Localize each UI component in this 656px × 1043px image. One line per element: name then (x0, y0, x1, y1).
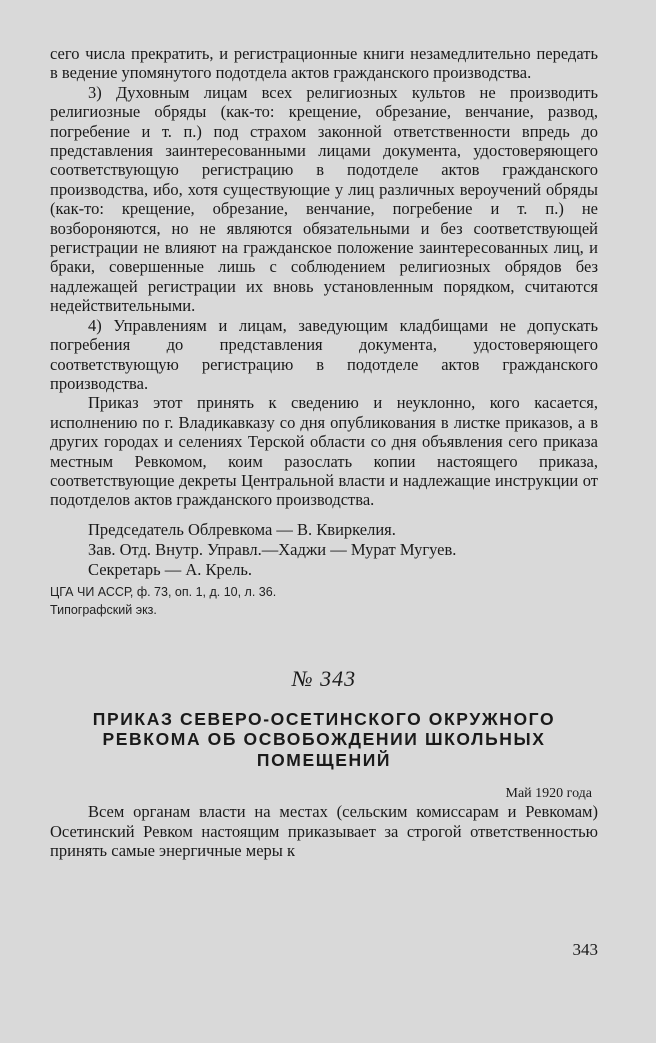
archive-reference-block (50, 583, 598, 620)
paragraph-clause-4: 4) Управлениям и лицам, заведующим кладбищами не допускать погребения до представления документа, удостоверяющего соответствующую регистрацию в подотделе актов гражданского производства. (50, 315, 598, 393)
paragraph-order-execution: Приказ этот принять к сведению и неуклонно, кого касается, исполнению по г. Владикавказу со дня опубликования в листке приказов, а в других городах и селениях Терской области со дня объявления сего приказа местным Ревкомом, коим разослать копии настоящего приказа, соответствующие декреты Центральной власти и надлежащие инструкции от подотделов актов гражданского производства. (50, 393, 598, 510)
page-number: 343 (572, 940, 598, 959)
archive-reference: ЦГА ЧИ АССР, ф. 73, оп. 1, д. 10, л. 36. (50, 584, 277, 599)
document-date: Май 1920 года (505, 786, 592, 802)
signature-chairman: Председатель Облревкома — В. Квиркелия. (88, 519, 396, 539)
document-number: № 343 (291, 665, 357, 691)
signature-secretary: Секретарь — А. Крель. (88, 559, 253, 579)
signature-block (50, 520, 598, 579)
paragraph-continuation: сего числа прекратить, и регистрационные книги незамедлительно передать в ведение упомянутого подотдела актов гражданского производства. (50, 44, 598, 83)
signature-head-department: Зав. Отд. Внутр. Управл.—Хаджи — Мурат Мугуев. (88, 540, 457, 560)
paragraph-clause-3: 3) Духовным лицам всех религиозных культов не производить религиозные обряды (как-то: крещение, обрезание, венчание, развод, погребение и т. п.) под страхом законной ответственности впредь до представления заинтересованными лицами документа, удостоверяющего соответствующую регистрацию в подотделе актов гражданского производства, ибо, хотя существующие у лиц различных вероучений обряды (как-то: крещение, обрезание, венчание, погребение и т. п.) не возбороняются, но не являются обязательными и без соответствующей регистрации не влияют на гражданское положение заинтересованных лиц, и браки, совершенные лишь с соблюдением религиозных обрядов без надлежащей регистрации их вновь установленным порядком, считаются недействительными. (50, 82, 598, 316)
page-content (50, 44, 598, 861)
archive-copy-type: Типографский экз. (50, 603, 157, 618)
document-body-paragraph: Всем органам власти на местах (сельским комиссарам и Ревкомам) Осетинский Ревком настоящим приказывает за строгой ответственностью принять самые энергичные меры к (50, 802, 598, 861)
document-title: ПРИКАЗ СЕВЕРО-ОСЕТИНСКОГО ОКРУЖНОГО РЕВКОМА ОБ ОСВОБОЖДЕНИИ ШКОЛЬНЫХ ПОМЕЩЕНИЙ (92, 708, 556, 770)
